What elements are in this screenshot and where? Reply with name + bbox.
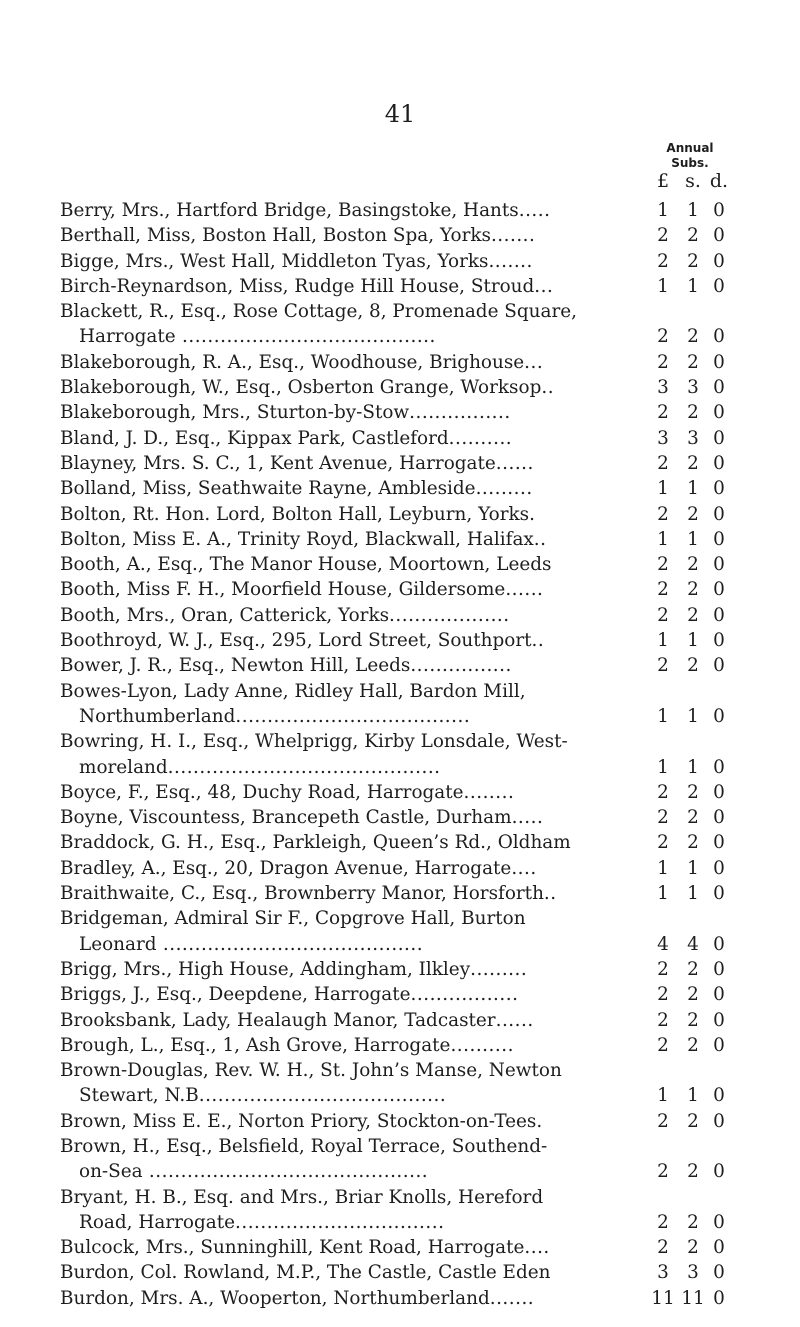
subscriber-name-address: moreland	[79, 756, 168, 778]
subscriber-entry-continuation	[0, 1210, 800, 1235]
amount-pence: 0	[713, 984, 725, 1006]
subscriber-text	[60, 856, 537, 881]
subscriber-name-address: Blakeborough, R. A., Esq., Woodhouse, Brighouse	[60, 351, 525, 373]
amount-pence: 0	[713, 1085, 725, 1107]
amount-pence: 0	[713, 705, 725, 727]
amount-shillings: 1	[687, 857, 699, 879]
amount-shillings: 11	[681, 1287, 705, 1309]
amount-shillings: 2	[687, 1034, 699, 1056]
subscriber-text	[60, 906, 526, 931]
leader-dots: ...................	[389, 604, 510, 626]
subscriber-text	[79, 932, 423, 957]
amount-shillings: 1	[687, 756, 699, 778]
subscriber-text	[60, 299, 577, 324]
subscriber-name-address: Berthall, Miss, Boston Hall, Boston Spa, Yorks	[60, 225, 491, 247]
leader-dots: ............................................	[142, 1161, 429, 1183]
amount-shillings: 2	[687, 452, 699, 474]
leader-dots: .	[536, 1110, 543, 1132]
subscriber-name-address: Bower, J. R., Esq., Newton Hill, Leeds	[60, 655, 411, 677]
leader-dots: ..	[533, 528, 547, 550]
subscriber-text	[79, 1159, 428, 1184]
subscriber-name-address: on-Sea	[79, 1161, 143, 1183]
amount-shillings: 1	[687, 478, 699, 500]
subscriber-text	[60, 426, 512, 451]
amount-shillings: 1	[687, 630, 699, 652]
subscriber-entry	[0, 1134, 800, 1159]
subscriber-text	[79, 324, 436, 349]
subscriber-entry	[0, 729, 800, 754]
amount-pence: 0	[713, 377, 725, 399]
subscriber-name-address: Brigg, Mrs., High House, Addingham, Ilkley	[60, 958, 471, 980]
amount-pounds: 2	[657, 326, 669, 348]
subscriber-entry-continuation	[0, 1159, 800, 1184]
amount-pounds: 2	[657, 1009, 669, 1031]
subscriber-name-address: Northumberland	[79, 705, 236, 727]
subscriber-entry	[0, 350, 800, 375]
amount-pence: 0	[713, 427, 725, 449]
amount-shillings: 2	[687, 1009, 699, 1031]
subscriber-name-address: Blayney, Mrs. S. C., 1, Kent Avenue, Harrogate	[60, 452, 496, 474]
amount-pence: 0	[713, 604, 725, 626]
subscriber-entry	[0, 299, 800, 324]
subscriber-name-address: Booth, Miss F. H., Moorfield House, Gildersome	[60, 579, 506, 601]
amount-pounds: 3	[657, 1262, 669, 1284]
subscriber-text	[60, 1134, 547, 1159]
leader-dots: ........	[463, 781, 515, 803]
amount-shillings: 1	[687, 528, 699, 550]
amount-pounds: 2	[657, 579, 669, 601]
amount-pounds: 1	[657, 478, 669, 500]
subscriber-name-address: Boyce, F., Esq., 48, Duchy Road, Harrogate	[60, 781, 464, 803]
subscriber-entry	[0, 603, 800, 628]
subscriber-entry	[0, 628, 800, 653]
amount-pence: 0	[713, 503, 725, 525]
subscriber-entry	[0, 577, 800, 602]
leader-dots: ..	[531, 630, 545, 652]
subscriber-text	[60, 1235, 550, 1260]
subscriber-text	[79, 1210, 444, 1235]
subscriber-text	[60, 1008, 534, 1033]
subscriber-name-address: Bowes-Lyon, Lady Anne, Ridley Hall, Bardon Mill,	[60, 680, 526, 702]
leader-dots: ..........	[450, 1034, 514, 1056]
subscriber-text	[60, 1109, 543, 1134]
amount-pence: 0	[713, 832, 725, 854]
amount-pence: 0	[713, 200, 725, 221]
amount-pounds: 4	[657, 933, 669, 955]
amount-pounds: 1	[657, 705, 669, 727]
subscriber-entry	[0, 906, 800, 931]
leader-dots: ........................................	[175, 326, 436, 348]
column-header-line1: Annual	[666, 141, 714, 155]
subscriber-name-address: Booth, Mrs., Oran, Catterick, Yorks	[60, 604, 390, 626]
pence-unit: d.	[709, 170, 729, 192]
column-header	[640, 141, 740, 171]
leader-dots: ....	[524, 1237, 550, 1259]
amount-pence: 0	[713, 1009, 725, 1031]
amount-shillings: 2	[687, 655, 699, 677]
subscriber-text	[60, 1260, 550, 1285]
subscriber-text	[60, 1033, 514, 1058]
leader-dots: ..	[543, 883, 557, 905]
amount-shillings: 2	[687, 781, 699, 803]
subscriber-text	[60, 729, 568, 754]
subscriber-text	[79, 1083, 446, 1108]
subscriber-entry	[0, 476, 800, 501]
subscriber-text	[60, 350, 543, 375]
amount-pence: 0	[713, 225, 725, 247]
amount-pounds: 2	[657, 1034, 669, 1056]
amount-pounds: 2	[657, 1211, 669, 1233]
subscriber-entry	[0, 1185, 800, 1210]
subscriber-text	[79, 755, 441, 780]
subscriber-text	[60, 249, 533, 274]
subscriber-name-address: Bradley, A., Esq., 20, Dragon Avenue, Harrogate	[60, 857, 512, 879]
amount-shillings: 1	[687, 705, 699, 727]
subscriber-text	[60, 375, 554, 400]
subscriber-text	[60, 830, 571, 855]
subscriber-name-address: Birch-Reynardson, Miss, Rudge Hill House, Stroud	[60, 275, 535, 297]
amount-pence: 0	[713, 275, 725, 297]
currency-units	[640, 170, 750, 196]
subscriber-name-address: Boyne, Viscountess, Brancepeth Castle, Durham	[60, 807, 512, 829]
amount-shillings: 2	[687, 503, 699, 525]
subscriber-entry	[0, 249, 800, 274]
subscriber-text	[60, 957, 527, 982]
subscriber-entry	[0, 552, 800, 577]
amount-pence: 0	[713, 857, 725, 879]
amount-pounds: 1	[657, 756, 669, 778]
amount-pence: 0	[713, 478, 725, 500]
amount-pence: 0	[713, 1287, 725, 1309]
subscriber-list	[0, 198, 800, 1311]
leader-dots: .................................	[235, 1211, 445, 1233]
subscriber-entry	[0, 400, 800, 425]
subscriber-name-address: Boothroyd, W. J., Esq., 295, Lord Street, Southport	[60, 630, 532, 652]
amount-pounds: 2	[657, 604, 669, 626]
subscriber-text	[60, 527, 546, 552]
subscriber-entry	[0, 223, 800, 248]
subscriber-name-address: Road, Harrogate	[79, 1211, 236, 1233]
subscriber-text	[60, 805, 543, 830]
amount-shillings: 2	[687, 1161, 699, 1183]
subscriber-name-address: Leonard	[79, 933, 157, 955]
amount-pounds: 2	[657, 554, 669, 576]
amount-shillings: 2	[687, 604, 699, 626]
amount-shillings: 2	[687, 832, 699, 854]
subscriber-entry	[0, 780, 800, 805]
amount-shillings: 1	[687, 1085, 699, 1107]
amount-pounds: 3	[657, 427, 669, 449]
leader-dots: ......	[495, 1009, 534, 1031]
subscriber-entry-continuation	[0, 324, 800, 349]
amount-pounds: 2	[657, 655, 669, 677]
amount-pence: 0	[713, 250, 725, 272]
subscriber-name-address: Bowring, H. I., Esq., Whelprigg, Kirby Lonsdale, West-	[60, 731, 568, 753]
subscriber-entry	[0, 1109, 800, 1134]
subscriber-entry	[0, 653, 800, 678]
subscriber-entry	[0, 1286, 800, 1311]
subscriber-name-address: Brooksbank, Lady, Healaugh Manor, Tadcaster	[60, 1009, 496, 1031]
subscriber-entry-continuation	[0, 1083, 800, 1108]
subscriber-name-address: Bland, J. D., Esq., Kippax Park, Castleford	[60, 427, 449, 449]
amount-pounds: 1	[657, 275, 669, 297]
subscriber-text	[60, 274, 553, 299]
amount-pounds: 2	[657, 452, 669, 474]
amount-pounds: 2	[657, 250, 669, 272]
leader-dots: .......	[489, 1287, 535, 1309]
subscriber-entry	[0, 856, 800, 881]
subscriber-text	[60, 653, 512, 678]
subscriber-name-address: Berry, Mrs., Hartford Bridge, Basingstoke, Hants	[60, 200, 519, 221]
subscriber-name-address: Braddock, G. H., Esq., Parkleigh, Queen’s Rd., Oldham	[60, 832, 571, 854]
subscriber-text	[60, 603, 510, 628]
amount-pence: 0	[713, 528, 725, 550]
amount-shillings: 4	[687, 933, 699, 955]
amount-pounds: 1	[657, 883, 669, 905]
subscriber-entry	[0, 957, 800, 982]
subscriber-name-address: Brown, Miss E. E., Norton Priory, Stockton-on-Tees	[60, 1110, 537, 1132]
leader-dots: ...	[534, 275, 554, 297]
subscriber-name-address: Blakeborough, W., Esq., Osberton Grange, Worksop	[60, 377, 542, 399]
amount-pence: 0	[713, 1211, 725, 1233]
amount-shillings: 3	[687, 427, 699, 449]
amount-pence: 0	[713, 579, 725, 601]
leader-dots: ................	[409, 402, 511, 424]
amount-pounds: 2	[657, 225, 669, 247]
leader-dots: .....	[518, 200, 551, 221]
column-header-line2: Subs.	[671, 156, 709, 170]
subscriber-text	[79, 704, 470, 729]
amount-pounds: 2	[657, 807, 669, 829]
amount-pounds: 2	[657, 402, 669, 424]
subscriber-text	[60, 982, 518, 1007]
subscriber-entry	[0, 451, 800, 476]
page-number: 41	[384, 100, 416, 128]
subscriber-entry	[0, 502, 800, 527]
subscriber-entry	[0, 805, 800, 830]
subscriber-name-address: Brown, H., Esq., Belsfield, Royal Terrace, Southend-	[60, 1135, 548, 1157]
subscriber-entry	[0, 426, 800, 451]
subscriber-entry	[0, 679, 800, 704]
amount-pence: 0	[713, 402, 725, 424]
subscriber-text	[60, 881, 557, 906]
leader-dots: .........	[470, 958, 528, 980]
amount-shillings: 1	[687, 275, 699, 297]
subscriber-name-address: Bulcock, Mrs., Sunninghill, Kent Road, Harrogate	[60, 1237, 525, 1259]
amount-pence: 0	[713, 630, 725, 652]
amount-shillings: 2	[687, 351, 699, 373]
subscriber-text	[60, 476, 533, 501]
amount-shillings: 3	[687, 1262, 699, 1284]
subscriber-entry	[0, 1058, 800, 1083]
amount-shillings: 2	[687, 807, 699, 829]
subscriber-name-address: Booth, A., Esq., The Manor House, Moortown, Leeds	[60, 554, 552, 576]
amount-pence: 0	[713, 1034, 725, 1056]
amount-pounds: 11	[651, 1287, 675, 1309]
amount-pounds: 1	[657, 1085, 669, 1107]
subscriber-name-address: Braithwaite, C., Esq., Brownberry Manor, Horsforth	[60, 883, 544, 905]
subscriber-name-address: Blackett, R., Esq., Rose Cottage, 8, Promenade Square,	[60, 301, 578, 323]
subscriber-name-address: Bolton, Miss E. A., Trinity Royd, Blackwall, Halifax	[60, 528, 534, 550]
subscriber-text	[60, 577, 543, 602]
amount-pounds: 1	[657, 528, 669, 550]
leader-dots: .........	[475, 478, 533, 500]
amount-pounds: 1	[657, 857, 669, 879]
subscriber-name-address: Briggs, J., Esq., Deepdene, Harrogate	[60, 984, 411, 1006]
amount-shillings: 2	[687, 326, 699, 348]
subscriber-text	[60, 451, 534, 476]
subscriber-text	[60, 628, 544, 653]
leader-dots: .......................................	[198, 1085, 447, 1107]
amount-shillings: 2	[687, 958, 699, 980]
subscriber-name-address: Brough, L., Esq., 1, Ash Grove, Harrogate	[60, 1034, 451, 1056]
amount-pence: 0	[713, 933, 725, 955]
pounds-unit: £	[656, 170, 670, 192]
leader-dots: .................	[410, 984, 519, 1006]
leader-dots: .......	[488, 250, 533, 272]
subscriber-entry	[0, 982, 800, 1007]
amount-pence: 0	[713, 1237, 725, 1259]
leader-dots: .....	[511, 807, 544, 829]
subscriber-name-address: Bolland, Miss, Seathwaite Rayne, Ambleside	[60, 478, 476, 500]
amount-pence: 0	[713, 958, 725, 980]
subscriber-text	[60, 1058, 562, 1083]
amount-shillings: 2	[687, 402, 699, 424]
amount-pounds: 1	[657, 200, 669, 221]
leader-dots: ......	[495, 452, 534, 474]
leader-dots: ......	[505, 579, 544, 601]
amount-pounds: 2	[657, 351, 669, 373]
amount-shillings: 2	[687, 1237, 699, 1259]
amount-pounds: 2	[657, 503, 669, 525]
subscriber-entry	[0, 830, 800, 855]
subscriber-text	[60, 223, 535, 248]
amount-shillings: 2	[687, 1110, 699, 1132]
subscriber-entry	[0, 198, 800, 223]
subscriber-text	[60, 400, 511, 425]
leader-dots: ...	[524, 351, 544, 373]
amount-shillings: 2	[687, 225, 699, 247]
amount-pence: 0	[713, 756, 725, 778]
amount-pounds: 2	[657, 1237, 669, 1259]
subscriber-entry	[0, 1260, 800, 1285]
amount-pence: 0	[713, 781, 725, 803]
amount-pounds: 1	[657, 630, 669, 652]
amount-shillings: 3	[687, 377, 699, 399]
amount-pence: 0	[713, 554, 725, 576]
amount-pounds: 2	[657, 1161, 669, 1183]
subscriber-name-address: Bryant, H. B., Esq. and Mrs., Briar Knolls, Hereford	[60, 1186, 544, 1208]
amount-shillings: 2	[687, 250, 699, 272]
amount-pence: 0	[713, 883, 725, 905]
leader-dots: ..	[541, 377, 555, 399]
leader-dots: ..........	[448, 427, 513, 449]
subscriber-entry	[0, 1008, 800, 1033]
subscriber-entry-continuation	[0, 704, 800, 729]
subscriber-text	[60, 780, 514, 805]
amount-pence: 0	[713, 655, 725, 677]
subscriber-name-address: Harrogate	[79, 326, 176, 348]
subscriber-name-address: Bolton, Rt. Hon. Lord, Bolton Hall, Leyburn, Yorks.	[60, 503, 535, 525]
subscriber-name-address: Bridgeman, Admiral Sir F., Copgrove Hall, Burton	[60, 908, 526, 930]
amount-pounds: 2	[657, 781, 669, 803]
amount-pounds: 2	[657, 832, 669, 854]
amount-pence: 0	[713, 351, 725, 373]
amount-shillings: 2	[687, 984, 699, 1006]
subscriber-text	[60, 679, 526, 704]
subscriber-entry-continuation	[0, 755, 800, 780]
amount-pounds: 2	[657, 984, 669, 1006]
subscriber-name-address: Burdon, Mrs. A., Wooperton, Northumberland	[60, 1287, 490, 1309]
amount-shillings: 1	[687, 883, 699, 905]
amount-pence: 0	[713, 1110, 725, 1132]
subscriber-text	[60, 552, 551, 577]
leader-dots: .....................................	[235, 705, 471, 727]
subscriber-entry	[0, 375, 800, 400]
subscriber-entry	[0, 1033, 800, 1058]
subscriber-text	[60, 1286, 534, 1311]
leader-dots: ...........................................	[167, 756, 441, 778]
amount-pence: 0	[713, 1161, 725, 1183]
amount-shillings: 2	[687, 579, 699, 601]
amount-shillings: 2	[687, 554, 699, 576]
subscriber-entry	[0, 274, 800, 299]
subscriber-text	[60, 1185, 543, 1210]
amount-pounds: 2	[657, 958, 669, 980]
amount-shillings: 2	[687, 1211, 699, 1233]
leader-dots: .........................................	[156, 933, 424, 955]
amount-pence: 0	[713, 452, 725, 474]
shillings-unit: s.	[685, 170, 701, 192]
amount-shillings: 1	[687, 200, 699, 221]
subscriber-entry	[0, 527, 800, 552]
leader-dots: .......	[490, 225, 536, 247]
subscriber-name-address: Brown-Douglas, Rev. W. H., St. John’s Manse, Newton	[60, 1060, 562, 1082]
amount-pounds: 2	[657, 1110, 669, 1132]
subscriber-name-address: Bigge, Mrs., West Hall, Middleton Tyas, Yorks	[60, 250, 489, 272]
leader-dots: ................	[410, 655, 512, 677]
subscriber-text	[60, 198, 550, 223]
amount-pence: 0	[713, 326, 725, 348]
subscriber-text	[60, 502, 535, 527]
subscriber-entry	[0, 1235, 800, 1260]
subscriber-entry-continuation	[0, 932, 800, 957]
subscriber-name-address: Burdon, Col. Rowland, M.P., The Castle, Castle Eden	[60, 1262, 551, 1284]
subscriber-name-address: Blakeborough, Mrs., Sturton-by-Stow	[60, 402, 410, 424]
subscriber-entry	[0, 881, 800, 906]
leader-dots: ....	[511, 857, 537, 879]
amount-pence: 0	[713, 807, 725, 829]
amount-pounds: 3	[657, 377, 669, 399]
amount-pence: 0	[713, 1262, 725, 1284]
subscriber-name-address: Stewart, N.B	[79, 1085, 199, 1107]
